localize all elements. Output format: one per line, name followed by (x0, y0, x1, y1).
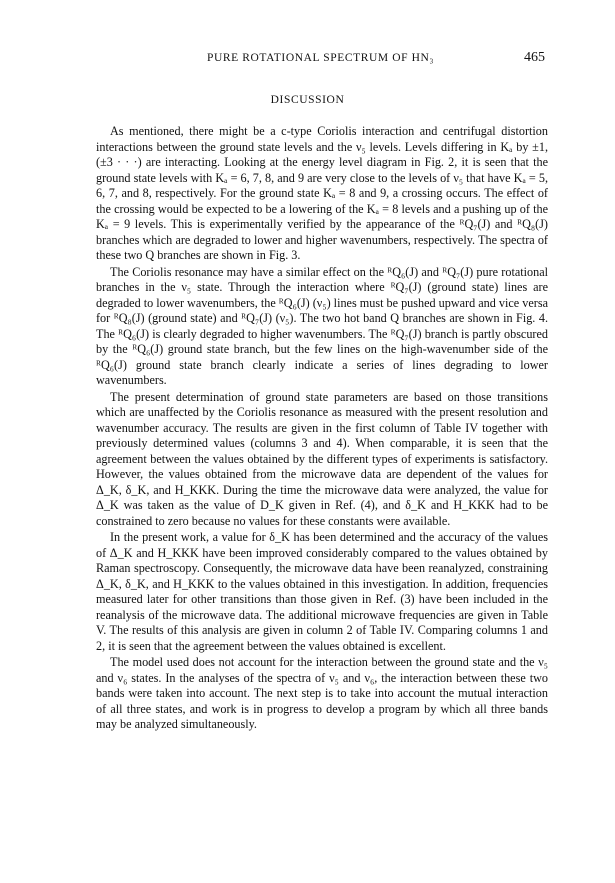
section-heading: DISCUSSION (270, 94, 345, 106)
paragraph: The model used does not account for the interaction between the ground state and the ν₅ and ν₆ states. In the analyses of the spectra of ν₅ and ν₆, the interaction between these two bands were taken into account. The next step is to take into account the mutual interaction of all three states, and work is in progress to develop a program by which all three bands may be analyzed simultaneously. (96, 655, 548, 731)
paragraph: As mentioned, there might be a c-type Coriolis interaction and centrifugal distortion interactions between the ground state levels and the ν₅ levels. Levels differing in Kₐ by ±1, (±3 · · ·) are interacting. Looking at the energy level diagram in Fig. 2, it is seen that the ground state levels with Kₐ = 6, 7, 8, and 9 are very close to the levels of ν₅ that have Kₐ = 5, 6, 7, and 8, respectively. For the ground state Kₐ = 8 and 9, a crossing occurs. The effect of the crossing would be expected to be a lowering of the Kₐ = 8 levels and a pushing up of the Kₐ = 9 levels. This is experimentally verified by the appearance of the ᴿQ₇(J) and ᴿQ₈(J) branches which are degraded to lower and higher wavenumbers, respectively. The spectra of these two Q branches are shown in Fig. 3. (96, 124, 548, 262)
page-number: 465 (524, 50, 545, 65)
paragraph: The Coriolis resonance may have a similar effect on the ᴿQ₆(J) and ᴿQ₇(J) pure rotational branches in the ν₅ state. Through the interaction where ᴿQ₇(J) (ground state) lines are degraded to lower wavenumbers, the ᴿQ₆(J) (ν₅) lines must be pushed upward and vice versa for ᴿQ₈(J) (ground state) and ᴿQ₇(J) (ν₅). The two hot band Q branches are shown in Fig. 4. The ᴿQ₆(J) is clearly degraded to higher wavenumbers. The ᴿQ₇(J) branch is partly obscured by the ᴿQ₆(J) ground state branch, but the few lines on the high-wavenumber side of the ᴿQ₆(J) ground state branch clearly indicate a series of lines degrading to lower wavenumbers. (96, 264, 548, 387)
running-title: PURE ROTATIONAL SPECTRUM OF HN₃ (206, 52, 434, 64)
page-header (96, 50, 545, 68)
body-text (96, 124, 548, 734)
paragraph: The present determination of ground state parameters are based on those transitions which are unaffected by the Coriolis resonance as measured with the present resolution and wavenumber accuracy. The results are given in the first column of Table IV together with previously determined values (columns 3 and 4). When comparable, it is seen that the agreement between the values obtained by the different types of experiments is satisfactory. However, the values obtained from the microwave data are dependent of the values for Δ_K, δ_K, and H_KKK. During the time the microwave data were analyzed, the value for Δ_K was taken as the value of D_K given in Ref. (4), and δ_K and H_KKK had to be constrained to zero because no values for these constants were available. (96, 389, 548, 528)
paragraph: In the present work, a value for δ_K has been determined and the accuracy of the values of Δ_K and H_KKK have been improved considerably compared to the values obtained by Raman spectroscopy. Consequently, the microwave data have been reanalyzed, constraining Δ_K, δ_K, and H_KKK to the values obtained in this investigation. In addition, frequencies measured later for other transitions than those given in Ref. (3) have been included in the reanalysis of the microwave data. The additional microwave frequencies are given in Table V. The results of this analysis are given in column 2 of Table IV. Comparing columns 1 and 2, it is seen that the agreement between the values obtained is excellent. (96, 530, 548, 653)
